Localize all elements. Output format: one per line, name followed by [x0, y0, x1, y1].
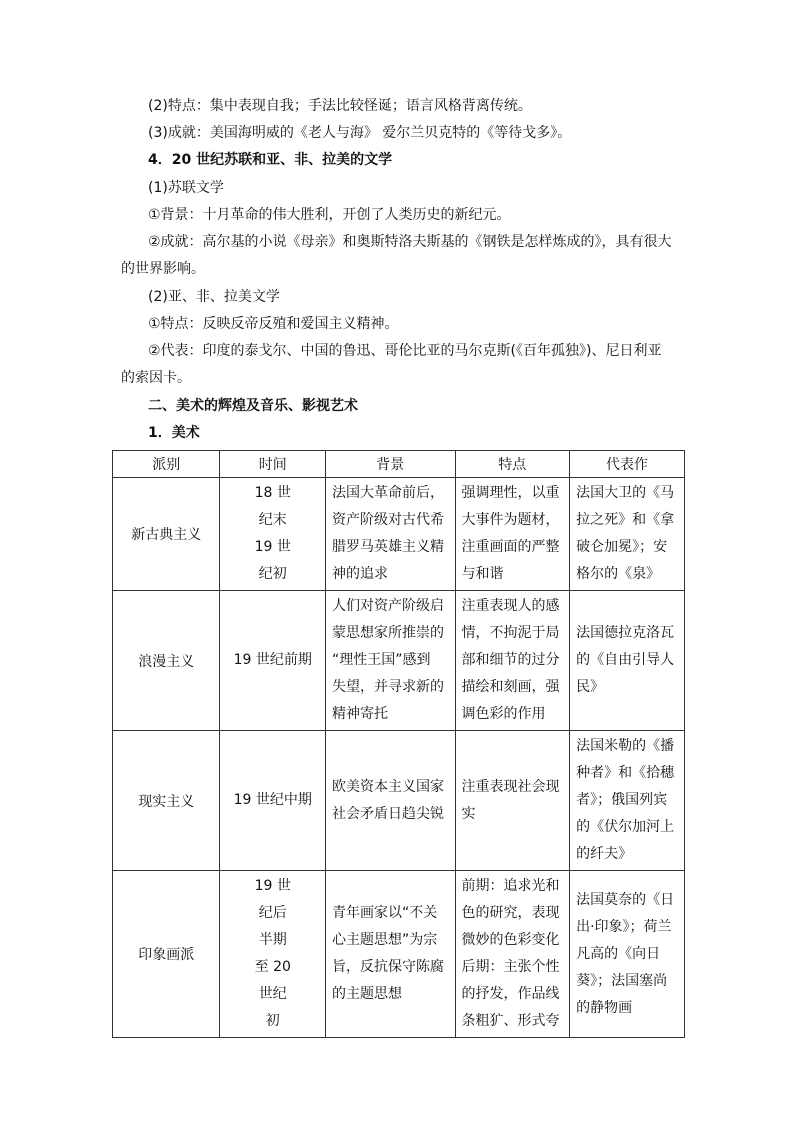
- time-cell: [220, 871, 326, 1038]
- cell-line: 大事件为题材，: [461, 512, 560, 528]
- works-cell: [570, 591, 685, 731]
- cell-line: 注重表现人的感: [461, 598, 560, 614]
- table-row: [113, 871, 685, 1038]
- table-row: [113, 731, 685, 871]
- cell-line: 后期：主张个性: [461, 959, 560, 975]
- text-line: (2)特点：集中表现自我；手法比较怪诞；语言风格背离传统。: [148, 98, 532, 114]
- cell-line: “理性王国”感到: [332, 652, 431, 668]
- cell-line: 19 世: [254, 878, 291, 894]
- cell-line: 格尔的《泉》: [576, 566, 661, 582]
- cell-line: 的主题思想: [332, 986, 403, 1002]
- time-cell: [220, 478, 326, 591]
- column-header: 时间: [220, 451, 326, 478]
- table-row: [113, 478, 685, 591]
- cell-line: 法国米勒的《播: [576, 738, 675, 754]
- cell-line: 青年画家以“不关: [332, 905, 438, 921]
- cell-line: 条粗犷、形式夸: [461, 1013, 560, 1029]
- section-heading: 4．20 世纪苏联和亚、非、拉美的文学: [148, 152, 393, 168]
- text-line: (3)成就：美国海明威的《老人与海》 爱尔兰贝克特的《等待戈多》。: [148, 125, 572, 141]
- works-cell: [570, 478, 685, 591]
- column-header: 背景: [326, 451, 455, 478]
- cell-line: 腊罗马英雄主义精: [332, 539, 445, 555]
- cell-line: 19 世纪中期: [233, 792, 312, 808]
- section-heading: 二、美术的辉煌及音乐、影视艺术: [148, 398, 358, 414]
- art-movements-table: [112, 450, 685, 1038]
- cell-line: 葵》；法国塞尚: [576, 972, 668, 989]
- school-cell: 现实主义: [113, 731, 220, 871]
- text-line: ①特点：反映反帝反殖和爱国主义精神。: [148, 316, 399, 332]
- column-header: 派别: [113, 451, 220, 478]
- cell-line: 19 世纪前期: [233, 652, 312, 668]
- works-cell: [570, 731, 685, 871]
- features-cell: [455, 871, 570, 1038]
- background-cell: [326, 871, 455, 1038]
- cell-line: 实: [461, 805, 476, 822]
- cell-line: 前期：追求光和: [461, 878, 560, 894]
- cell-line: 旨，反抗保守陈腐: [332, 959, 445, 975]
- cell-line: 与和谐: [461, 566, 504, 582]
- cell-line: 注重表现社会现: [461, 778, 560, 795]
- cell-line: 纪后: [258, 905, 287, 921]
- subsection-heading: (2)亚、非、拉美文学: [148, 289, 280, 305]
- cell-line: 破仑加冕》；安: [576, 539, 668, 555]
- cell-line: 法国莫奈的《日: [576, 891, 675, 908]
- cell-line: 凡高的《向日: [576, 945, 661, 962]
- cell-line: 民》: [576, 679, 605, 695]
- cell-line: 世纪: [258, 986, 287, 1002]
- cell-line: 社会矛盾日趋尖锐: [332, 805, 445, 822]
- subsection-heading: (1)苏联文学: [148, 180, 224, 196]
- cell-line: 纪初: [258, 566, 287, 582]
- cell-line: 心主题思想”为宗: [332, 932, 438, 948]
- cell-line: 19 世: [254, 539, 291, 555]
- cell-line: 的抒发，作品线: [461, 986, 560, 1002]
- features-cell: [455, 591, 570, 731]
- cell-line: 部和细节的过分: [461, 652, 560, 668]
- cell-line: 注重画面的严整: [461, 539, 560, 555]
- background-cell: [326, 731, 455, 871]
- text-line: ①背景：十月革命的伟大胜利，开创了人类历史的新纪元。: [148, 207, 511, 223]
- cell-line: 描绘和刻画，强: [461, 679, 560, 695]
- cell-line: 拉之死》和《拿: [576, 512, 675, 528]
- cell-line: 神的追求: [332, 566, 389, 582]
- background-cell: [326, 478, 455, 591]
- cell-line: 失望，并寻求新的: [332, 679, 445, 695]
- cell-line: 色的研究，表现: [461, 905, 560, 921]
- cell-line: 法国大卫的《马: [576, 485, 675, 501]
- cell-line: 法国大革命前后，: [332, 485, 445, 501]
- cell-line: 至 20: [254, 959, 291, 975]
- text-line: ②成就：高尔基的小说《母亲》和奥斯特洛夫斯基的《钢铁是怎样炼成的》，具有很大: [148, 234, 672, 250]
- features-cell: [455, 478, 570, 591]
- text-line: ②代表：印度的泰戈尔、中国的鲁迅、哥伦比亚的马尔克斯(《百年孤独》)、尼日利亚: [148, 343, 662, 359]
- cell-line: 精神寄托: [332, 706, 389, 722]
- cell-line: 强调理性，以重: [461, 485, 560, 501]
- background-cell: [326, 591, 455, 731]
- school-cell: 新古典主义: [113, 478, 220, 591]
- time-cell: [220, 731, 326, 871]
- cell-line: 的纤夫》: [576, 846, 633, 862]
- cell-line: 的《伏尔加河上: [576, 819, 675, 835]
- cell-line: 种者》和《拾穗: [576, 765, 675, 781]
- time-cell: [220, 591, 326, 731]
- cell-line: 蒙思想家所推崇的: [332, 625, 445, 641]
- cell-line: 法国德拉克洛瓦: [576, 625, 675, 641]
- column-header: 代表作: [570, 451, 685, 478]
- table-header-row: [113, 451, 685, 478]
- cell-line: 者》；俄国列宾: [576, 792, 668, 808]
- cell-line: 的《自由引导人: [576, 652, 675, 668]
- subsection-heading: 1．美术: [148, 425, 200, 441]
- works-cell: [570, 871, 685, 1038]
- text-line: 的索因卡。: [121, 370, 191, 386]
- cell-line: 微妙的色彩变化: [461, 932, 560, 948]
- table-row: [113, 591, 685, 731]
- cell-line: 纪末: [258, 512, 287, 528]
- cell-line: 18 世: [254, 485, 291, 501]
- features-cell: [455, 731, 570, 871]
- cell-line: 出·印象》；荷兰: [576, 918, 672, 935]
- cell-line: 情，不拘泥于局: [461, 625, 560, 641]
- cell-line: 调色彩的作用: [461, 706, 546, 722]
- cell-line: 人们对资产阶级启: [332, 598, 445, 614]
- cell-line: 初: [265, 1013, 280, 1029]
- cell-line: 半期: [258, 932, 287, 948]
- cell-line: 资产阶级对古代希: [332, 512, 445, 528]
- cell-line: 欧美资本主义国家: [332, 778, 445, 795]
- text-line: 的世界影响。: [121, 261, 205, 277]
- column-header: 特点: [455, 451, 570, 478]
- school-cell: 印象画派: [113, 871, 220, 1038]
- cell-line: 的静物画: [576, 999, 633, 1016]
- school-cell: 浪漫主义: [113, 591, 220, 731]
